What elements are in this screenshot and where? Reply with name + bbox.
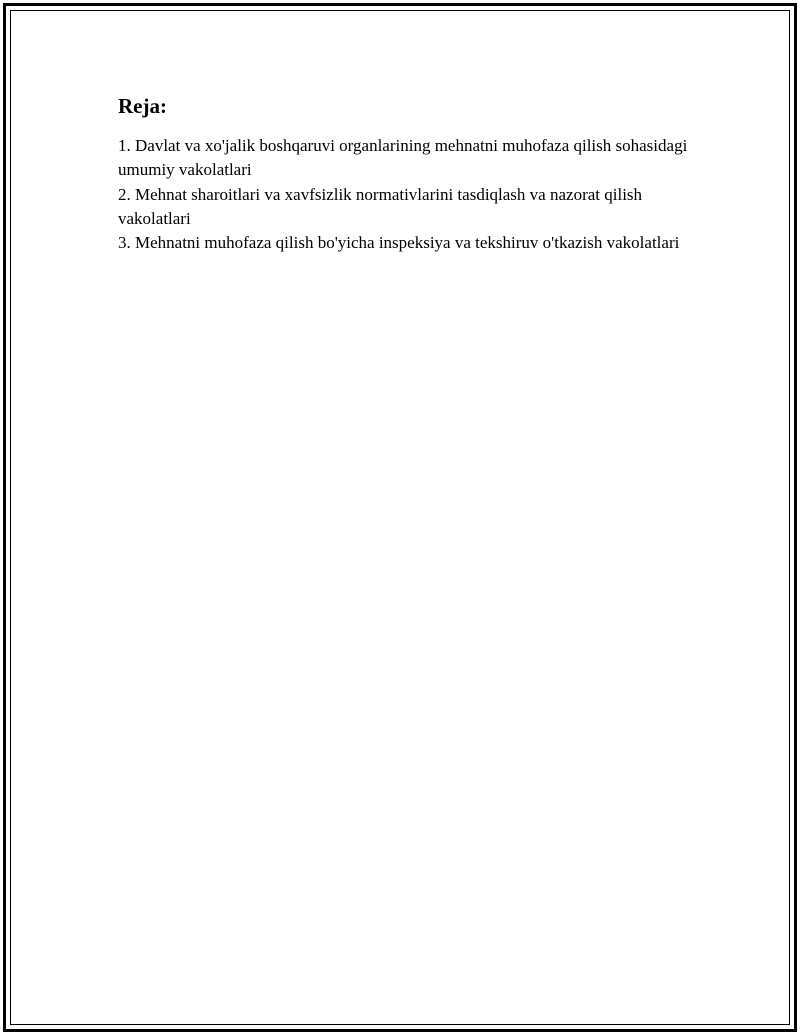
plan-heading: Reja: <box>118 94 167 118</box>
document-body <box>118 93 718 255</box>
plan-list <box>118 134 718 255</box>
plan-item-2: 2. Mehnat sharoitlari va xavfsizlik normativlarini tasdiqlash va nazorat qilish vakolatlari <box>118 184 643 228</box>
plan-item-3: 3. Mehnatni muhofaza qilish bo'yicha inspeksiya va tekshiruv o'tkazish vakolatlari <box>118 233 680 253</box>
plan-item-1: 1. Davlat va xo'jalik boshqaruvi organlarining mehnatni muhofaza qilish sohasidagi umumiy vakolatlari <box>118 136 688 180</box>
